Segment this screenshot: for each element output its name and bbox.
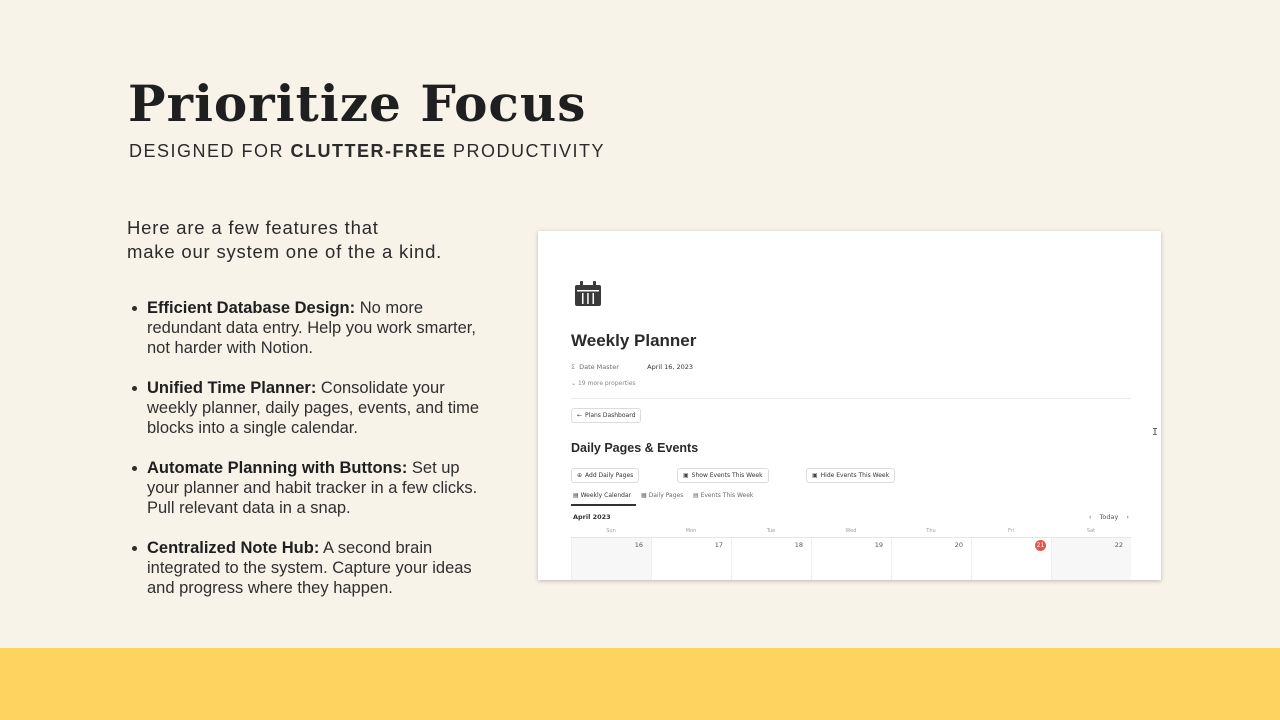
day-number: 20: [954, 541, 963, 549]
feature-text: Set up your planner and habit tracker in a few clicks. Pull relevant data in a snap.: [147, 459, 478, 517]
tab-events-this-week[interactable]: [693, 492, 753, 499]
more-properties-toggle[interactable]: [571, 380, 636, 387]
text-cursor-icon: I: [1152, 427, 1159, 438]
add-daily-pages-button[interactable]: [571, 468, 639, 483]
hero-title: Prioritize Focus: [128, 74, 587, 133]
button-label: Add Daily Pages: [585, 472, 634, 479]
feature-list: [131, 298, 491, 618]
tab-label: Events This Week: [700, 492, 754, 499]
back-button[interactable]: [571, 408, 641, 423]
calendar-week-row: [571, 537, 1131, 580]
property-row[interactable]: [571, 363, 693, 371]
intro-text: [127, 216, 487, 264]
chevron-right-icon[interactable]: ›: [1126, 513, 1129, 521]
day-number: 19: [874, 541, 883, 549]
hero-subtitle: [129, 141, 605, 162]
calendar-day-cell[interactable]: [811, 538, 891, 580]
intro-line-1: Here are a few features that: [127, 217, 379, 238]
feature-item: [131, 298, 491, 358]
feature-item: [131, 538, 491, 598]
feature-text: No more redundant data entry. Help you work smarter, not harder with Notion.: [147, 299, 476, 357]
feature-text: A second brain integrated to the system. Capture your ideas and progress where they happen.: [147, 539, 472, 597]
day-number: 16: [634, 541, 643, 549]
today-button[interactable]: Today: [1099, 513, 1119, 521]
chevron-down-icon: ⌄: [571, 380, 578, 387]
calendar-day-cell[interactable]: [571, 538, 651, 580]
section-title: Daily Pages & Events: [571, 441, 699, 455]
weekday-label: Mon: [685, 528, 697, 534]
calendar-icon: ▤: [573, 492, 581, 499]
calendar-nav: [1083, 513, 1129, 521]
tab-label: Weekly Calendar: [580, 492, 632, 499]
calendar-icon: ▤: [693, 492, 701, 499]
hide-events-button[interactable]: [806, 468, 895, 483]
calendar-day-cell[interactable]: [891, 538, 971, 580]
calendar-icon: [574, 281, 602, 307]
property-value: April 16, 2023: [647, 363, 694, 371]
divider: [571, 398, 1131, 399]
property-name: Date Master: [579, 363, 619, 371]
bottom-accent-band: [0, 648, 1280, 720]
weekday-label: Thu: [926, 528, 936, 534]
feature-title: Unified Time Planner:: [147, 379, 317, 397]
arrow-left-icon: ←: [577, 412, 583, 419]
weekday-label: Sun: [606, 528, 616, 534]
button-label: Show Events This Week: [691, 472, 763, 479]
subtitle-pre: DESIGNED FOR: [129, 141, 291, 161]
weekday-label: Sat: [1086, 528, 1096, 534]
sigma-icon: Σ: [571, 363, 576, 371]
feature-item: [131, 458, 491, 518]
feature-title: Automate Planning with Buttons:: [147, 459, 408, 477]
subtitle-post: PRODUCTIVITY: [446, 141, 606, 161]
day-number: 22: [1114, 541, 1123, 549]
weekday-label: Tue: [766, 528, 776, 534]
more-properties-label: 19 more properties: [577, 380, 636, 387]
today-marker: 21: [1036, 542, 1045, 549]
feature-item: [131, 378, 491, 438]
plus-circle-icon: ⊕: [577, 472, 583, 479]
calendar-minus-icon: ▣: [812, 472, 818, 479]
chevron-left-icon[interactable]: ‹: [1088, 513, 1092, 521]
back-button-label: Plans Dashboard: [585, 412, 636, 419]
weekday-label: Wed: [845, 528, 857, 534]
subtitle-bold: CLUTTER-FREE: [290, 141, 447, 161]
feature-text: Consolidate your weekly planner, daily pages, events, and time blocks into a single calendar.: [147, 379, 480, 437]
calendar-plus-icon: ▣: [683, 472, 689, 479]
calendar-month: April 2023: [573, 513, 611, 521]
tab-label: Daily Pages: [648, 492, 684, 499]
calendar-day-cell[interactable]: [731, 538, 811, 580]
feature-title: Efficient Database Design:: [147, 299, 356, 317]
page-title: Weekly Planner: [571, 331, 697, 350]
tab-daily-pages[interactable]: [641, 492, 683, 499]
calendar-day-cell[interactable]: [971, 538, 1051, 580]
calendar-day-cell[interactable]: [651, 538, 731, 580]
calendar-day-cell[interactable]: [1051, 538, 1131, 580]
tab-weekly-calendar[interactable]: [573, 492, 631, 499]
show-events-button[interactable]: [677, 468, 769, 483]
active-tab-indicator: [571, 504, 636, 506]
feature-title: Centralized Note Hub:: [147, 539, 320, 557]
notion-screenshot: [538, 231, 1161, 580]
intro-line-2: make our system one of the a kind.: [127, 241, 443, 262]
day-number: 18: [794, 541, 803, 549]
day-number: 17: [714, 541, 723, 549]
button-label: Hide Events This Week: [820, 472, 890, 479]
table-icon: ▦: [641, 492, 649, 499]
weekday-label: Fri: [1008, 528, 1014, 534]
